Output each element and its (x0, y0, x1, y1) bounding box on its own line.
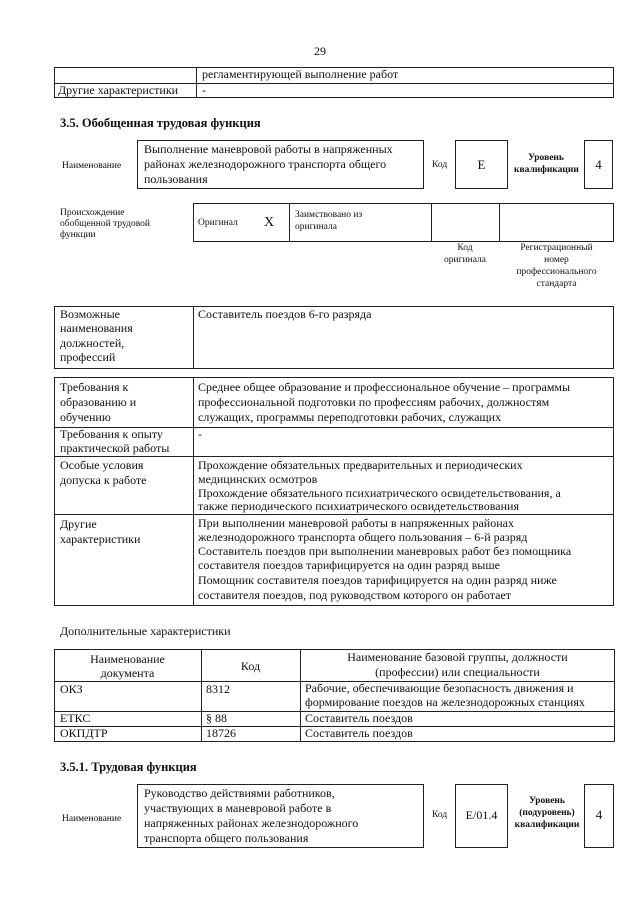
header-code: Код (240, 659, 261, 673)
code-label: Код (432, 160, 448, 170)
req-4-label-line-2: характеристики (60, 532, 141, 546)
req-3-value-line-1: Прохождение обязательных предварительных и периодических (198, 458, 523, 472)
row-1-name-line-1: Рабочие, обеспечивающие безопасность движения и (305, 681, 574, 695)
level-label-line-1: Уровень (528, 153, 564, 163)
tf-name-value-line-3: напряженных районах железнодорожного (144, 816, 359, 830)
origin-label-line-3: функции (60, 230, 96, 240)
borrowed-label-line-1: Заимствовано из (295, 210, 363, 220)
name-value-line-1: Выполнение маневровой работы в напряженных (144, 142, 393, 156)
req-3-label-line-2: допуска к работе (60, 473, 147, 487)
section-3-5-title: 3.5. Обобщенная трудовая функция (60, 116, 261, 130)
original-mark: X (264, 215, 275, 230)
header-doc-line-2: документа (100, 666, 155, 680)
tf-level-label-line-1: Уровень (529, 796, 565, 806)
tf-level-label-line-2: (подуровень) (519, 808, 575, 818)
req-3-label-line-1: Особые условия (60, 458, 144, 472)
tf-level-value: 4 (595, 807, 603, 822)
name-value-line-3: пользования (144, 172, 208, 186)
req-3-value-line-4: также периодического психиатрического освидетельствования (198, 499, 519, 513)
req-4-value-line-6: составителя поездов, под руководством которого он работает (198, 588, 512, 602)
row-1-code: 8312 (206, 682, 230, 696)
reg-caption-line-3: профессионального (516, 267, 597, 277)
reg-caption-line-2: номер (544, 255, 569, 265)
code-value: E (477, 157, 486, 172)
additional-title: Дополнительные характеристики (60, 624, 231, 638)
req-4-value-line-4: составителя поездов тарифицируется на один разряд выше (198, 558, 500, 572)
origin-label-line-1: Происхождение (60, 208, 125, 218)
req-4-value-line-5: Помощник составителя поездов тарифицируется на один разряд ниже (198, 573, 557, 587)
top-row2-value: - (202, 83, 206, 97)
row-1-doc: ОКЗ (60, 682, 83, 696)
req-4-label-line-1: Другие (60, 517, 97, 531)
req-1-value-line-2: профессиональной подготовки по профессиям рабочих, должностям (198, 395, 550, 409)
tf-name-label: Наименование (62, 814, 122, 824)
name-label: Наименование (62, 161, 122, 171)
req-1-value-line-3: служащих, программы переподготовки рабочих, служащих (198, 410, 502, 424)
req-2-label-line-2: практической работы (60, 441, 170, 455)
row-3-code: 18726 (206, 726, 236, 740)
origin-label-line-2: обобщенной трудовой (60, 219, 150, 229)
page-number: 29 (314, 44, 326, 58)
tf-name-value-line-1: Руководство действиями работников, (144, 786, 335, 800)
req-2-label-line-1: Требования к опыту (60, 427, 163, 441)
row-2-name-line-1: Составитель поездов (305, 711, 413, 725)
req-4-value-line-3: Составитель поездов при выполнении маневровых работ без помощника (198, 544, 572, 558)
row-2-code: § 88 (206, 711, 227, 725)
code-caption-line-1: Код (457, 243, 473, 253)
positions-label-line-4: профессий (60, 350, 116, 364)
positions-label-line-2: наименования (60, 321, 133, 335)
tf-name-value-line-2: участвующих в маневровой работе в (144, 801, 332, 815)
reg-caption-line-4: стандарта (536, 279, 577, 289)
tf-code-label: Код (432, 810, 448, 820)
positions-value: Составитель поездов 6-го разряда (198, 307, 372, 321)
tf-name-value-line-4: транспорта общего пользования (144, 831, 309, 845)
positions-label-line-3: должностей, (60, 336, 125, 350)
row-3-name-line-1: Составитель поездов (305, 726, 413, 740)
req-1-label-line-1: Требования к (60, 380, 129, 394)
section-3-5-1-title: 3.5.1. Трудовая функция (60, 760, 197, 774)
original-label: Оригинал (198, 218, 238, 228)
header-name-line-2: (профессии) или специальности (375, 665, 540, 679)
header-doc-line-1: Наименование (90, 652, 165, 666)
tf-code-value: E/01.4 (465, 808, 498, 822)
level-value: 4 (595, 157, 602, 172)
borrowed-label-line-2: оригинала (295, 222, 337, 232)
positions-label-line-1: Возможные (60, 307, 120, 321)
level-label-line-2: квалификации (514, 165, 579, 175)
top-row2-label: Другие характеристики (58, 83, 179, 97)
req-3-value-line-2: медицинских осмотров (198, 472, 318, 486)
code-caption-line-2: оригинала (444, 255, 486, 265)
top-row1-value: регламентирующей выполнение работ (202, 67, 399, 81)
tf-level-label-line-3: квалификации (514, 820, 580, 830)
row-1-name-line-2: формирование поездов на железнодорожных станциях (305, 695, 585, 709)
req-3-value-line-3: Прохождение обязательного психиатрического освидетельствования, а (198, 486, 561, 500)
row-2-doc: ЕТКС (60, 711, 91, 725)
req-2-value-line-1: - (198, 427, 202, 441)
req-4-value-line-2: железнодорожного транспорта общего пользования – 6-й разряд (198, 530, 528, 544)
name-value-line-2: районах железнодорожного транспорта общего (144, 157, 387, 171)
req-1-value-line-1: Среднее общее образование и профессиональное обучение – программы (198, 380, 571, 394)
req-1-label-line-2: образованию и (60, 395, 137, 409)
header-name-line-1: Наименование базовой группы, должности (347, 650, 568, 664)
row-3-doc: ОКПДТР (60, 726, 108, 740)
req-4-value-line-1: При выполнении маневровой работы в напряженных районах (198, 516, 514, 530)
reg-caption-line-1: Регистрационный (520, 243, 593, 253)
req-1-label-line-3: обучению (60, 410, 111, 424)
